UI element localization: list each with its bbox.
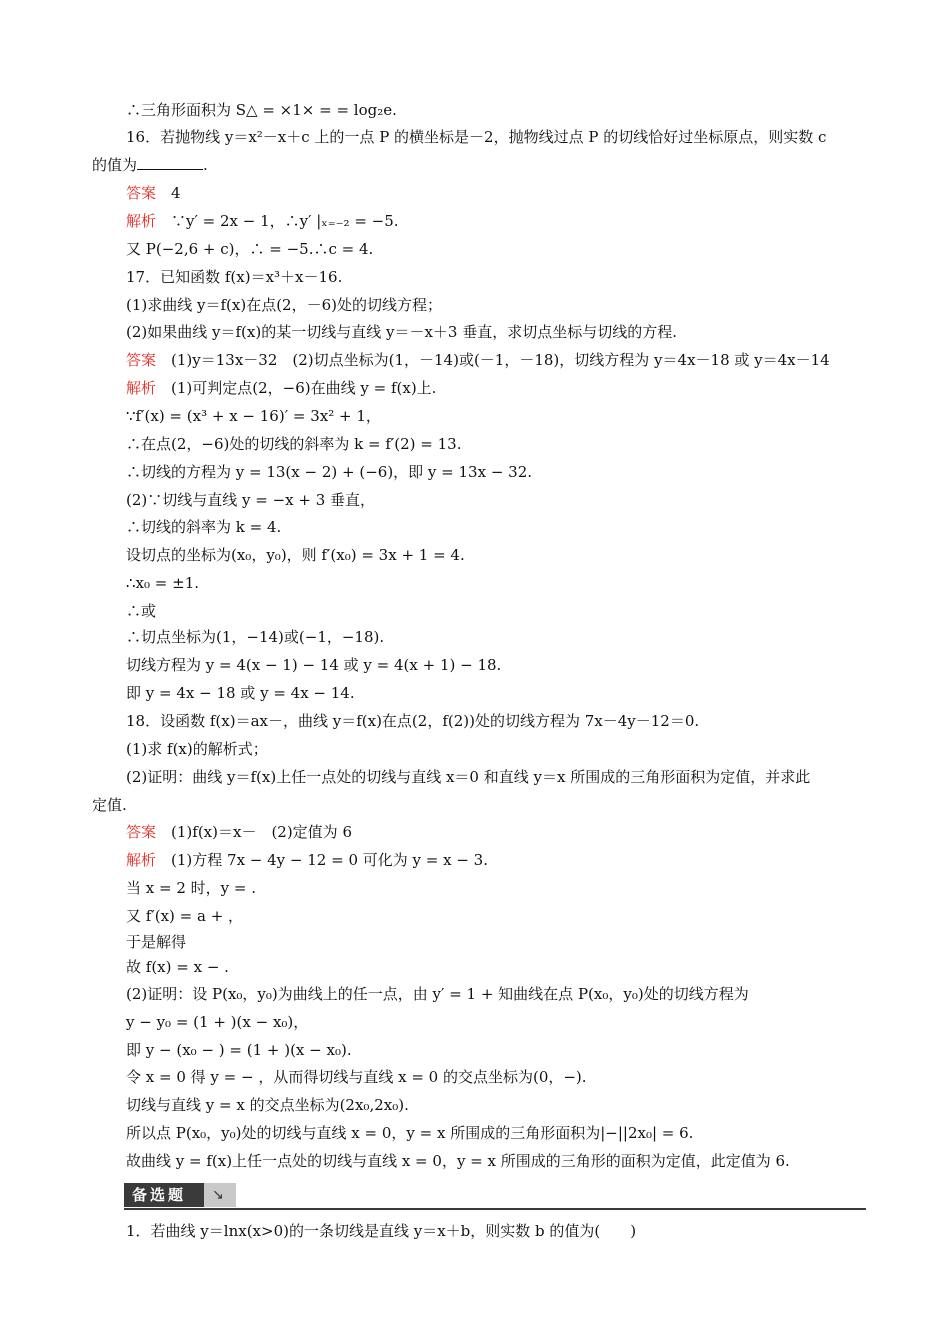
analysis-tag: 解析	[126, 379, 157, 397]
section-header-backup-questions	[124, 1183, 236, 1207]
text-line: (1)求 f(x)的解析式；	[126, 740, 268, 758]
analysis-line: 解析 (1)可判定点(2，−6)在曲线 y = f(x)上.	[126, 379, 437, 397]
analysis-tag: 解析	[126, 212, 157, 230]
text-line: ∴三角形面积为 S△ = ×1× = = log₂e.	[126, 101, 397, 119]
text-line: 切线与直线 y = x 的交点坐标为(2x₀,2x₀).	[126, 1096, 409, 1114]
text-line: 切线方程为 y = 4(x − 1) − 14 或 y = 4(x + 1) − 18.	[126, 656, 502, 674]
answer-line: 答案 (1)f(x)＝x－ (2)定值为 6	[126, 823, 352, 841]
problem-17-stem: 17．已知函数 f(x)＝x³＋x－16.	[126, 268, 343, 286]
answer-tag: 答案	[126, 823, 157, 841]
text-line: 又 P(−2,6 + c)，∴ = −5.∴c = 4.	[126, 240, 374, 258]
text-line: 故曲线 y = f(x)上任一点处的切线与直线 x = 0，y = x 所围成的三角形的面积为定值，此定值为 6.	[126, 1152, 790, 1170]
text-line: 又 f′(x) = a + ，	[126, 907, 244, 925]
problem-16-stem-cont: 的值为 .	[92, 156, 208, 174]
text-line: 即 y − (x₀ − ) = (1 + )(x − x₀).	[126, 1041, 352, 1059]
text-line: (1)求曲线 y＝f(x)在点(2，－6)处的切线方程；	[126, 296, 442, 314]
text-line: (2)证明：设 P(x₀，y₀)为曲线上的任一点，由 y′ = 1 + 知曲线在点 P(x₀，y₀)处的切线方程为	[126, 985, 749, 1003]
text-line: 定值.	[92, 796, 127, 814]
text-line: (2)∵切线与直线 y = −x + 3 垂直，	[126, 491, 376, 509]
answer-tag: 答案	[126, 351, 157, 369]
problem-16-stem: 16．若抛物线 y＝x²－x＋c 上的一点 P 的横坐标是－2，抛物线过点 P 的切线恰好过坐标原点，则实数 c	[126, 128, 827, 146]
text-line: y − y₀ = (1 + )(x − x₀)，	[126, 1013, 309, 1031]
problem-18-stem: 18．设函数 f(x)＝ax－，曲线 y＝f(x)在点(2，f(2))处的切线方程为 7x－4y－12＝0.	[126, 712, 700, 730]
section-title: 备选题	[132, 1186, 187, 1204]
text-line: ∴或	[126, 602, 157, 620]
backup-question-1: 1．若曲线 y＝lnx(x>0)的一条切线是直线 y＝x＋b，则实数 b 的值为( )	[126, 1222, 637, 1240]
analysis-tag: 解析	[126, 851, 157, 869]
answer-tag: 答案	[126, 184, 157, 202]
analysis-line: 解析 (1)方程 7x − 4y − 12 = 0 可化为 y = x − 3.	[126, 851, 488, 869]
text-line: ∵f′(x) = (x³ + x − 16)′ = 3x² + 1，	[126, 407, 381, 425]
text-line: 令 x = 0 得 y = − ，从而得切线与直线 x = 0 的交点坐标为(0，−).	[126, 1068, 587, 1086]
section-header-tail	[204, 1183, 236, 1207]
section-header-box	[124, 1183, 204, 1207]
text-line: (2)证明：曲线 y＝f(x)上任一点处的切线与直线 x＝0 和直线 y＝x 所围成的三角形面积为定值，并求此	[126, 768, 811, 786]
text-line: 于是解得	[126, 933, 187, 951]
answer-blank	[137, 155, 203, 170]
arrow-down-right-icon: ↘	[212, 1187, 224, 1203]
text-line: (2)如果曲线 y＝f(x)的某一切线与直线 y＝－x＋3 垂直，求切点坐标与切线的方程.	[126, 323, 677, 341]
text-line: ∴在点(2，−6)处的切线的斜率为 k = f′(2) = 13.	[126, 435, 462, 453]
text-line: ∴切点坐标为(1，−14)或(−1，−18).	[126, 628, 385, 646]
text-line: ∴切线的斜率为 k = 4.	[126, 518, 282, 536]
text-line: ∴切线的方程为 y = 13(x − 2) + (−6)，即 y = 13x − 32.	[126, 463, 533, 481]
text-line: 当 x = 2 时，y = .	[126, 879, 256, 897]
text-line: 故 f(x) = x − .	[126, 958, 229, 976]
text-line: ∴x₀ = ±1.	[126, 574, 200, 592]
text-line: 设切点的坐标为(x₀，y₀)，则 f′(x₀) = 3x + 1 = 4.	[126, 546, 465, 564]
answer-line: 答案 4	[126, 184, 181, 202]
answer-line: 答案 (1)y＝13x－32 (2)切点坐标为(1，－14)或(－1，－18)，切线方程为 y＝4x－18 或 y＝4x－14	[126, 351, 830, 369]
section-divider	[124, 1208, 866, 1210]
text-line: 即 y = 4x − 18 或 y = 4x − 14.	[126, 684, 355, 702]
analysis-line: 解析 ∵y′ = 2x − 1，∴y′ |ₓ₌₋₂ = −5.	[126, 212, 399, 230]
text-line: 所以点 P(x₀，y₀)处的切线与直线 x = 0，y = x 所围成的三角形面积为|−||2x₀| = 6.	[126, 1124, 694, 1142]
